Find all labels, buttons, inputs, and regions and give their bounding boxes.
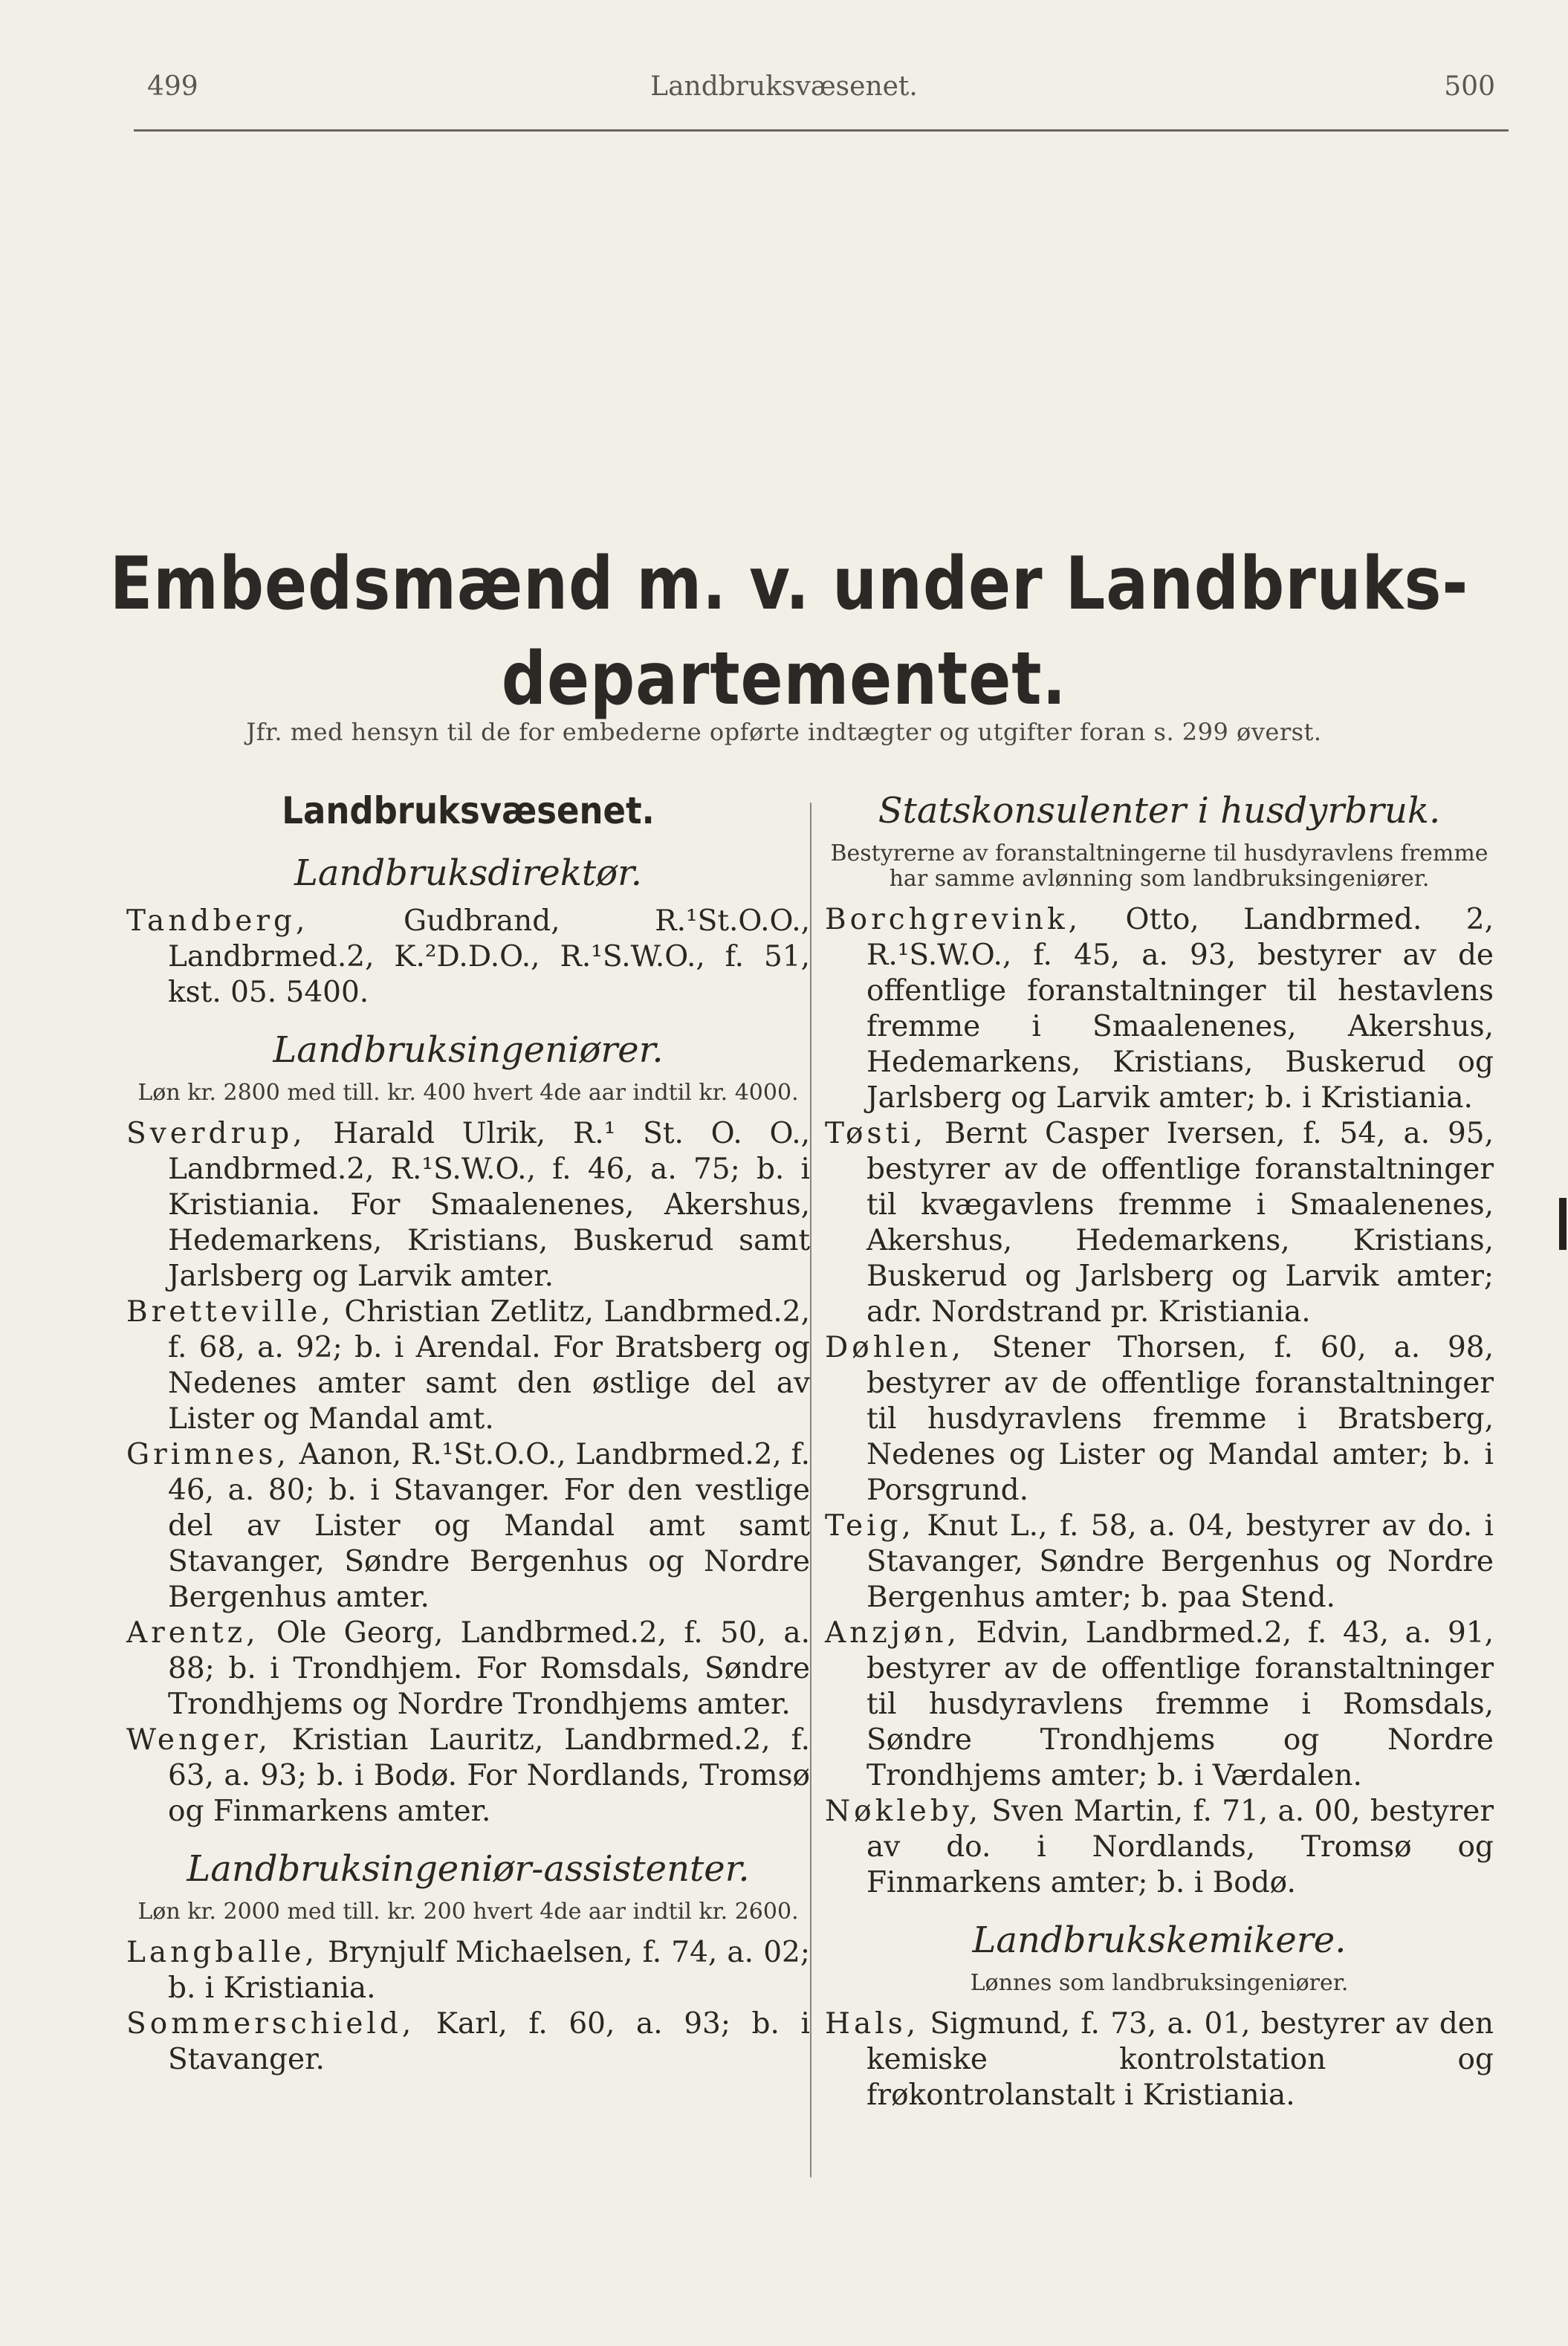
entry-name: Wenger,: [126, 1723, 271, 1757]
list-item: [126, 1723, 810, 1830]
entry-name: Anzjøn,: [825, 1616, 960, 1650]
entry-text: Harald Ulrik, R.¹ St. O. O., Landbrmed.2, R.¹S.W.O., f. 46, a. 75; b. i Kristiania. For Smaalenenes, Akershus, Hedemarkens, Kristians, Buskerud samt Jarlsberg og Larvik amter.: [168, 1117, 810, 1293]
list-item: [126, 904, 810, 1011]
page-number-right: 500: [1444, 71, 1495, 102]
entry-text: Brynjulf Michaelsen, f. 74, a. 02; b. i Kristiania.: [168, 1936, 810, 2005]
entry-name: Teig,: [825, 1509, 915, 1543]
title-line-2: departementet.: [501, 637, 1067, 722]
left-column: [126, 788, 810, 2078]
list-item: [825, 2006, 1494, 2113]
section-heading: Landbruksvæsenet.: [282, 789, 655, 832]
subheading-director: Landbruksdirektør.: [294, 852, 643, 894]
entry-name: Nøkleby,: [825, 1795, 982, 1828]
list-item: [825, 902, 1494, 1116]
entry-name: Bretteville,: [126, 1295, 334, 1329]
entry-name: Tøsti,: [825, 1117, 927, 1150]
page-title: [109, 537, 1469, 727]
entry-name: Sverdrup,: [126, 1117, 306, 1150]
list-item: [825, 1116, 1494, 1330]
chemists-list: [825, 2006, 1494, 2113]
subheading-chemists: Landbrukskemikere.: [972, 1919, 1347, 1961]
salary-note: Bestyrerne av foranstaltningerne til husdyravlens fremme har samme avlønning som landbruksingeniører.: [830, 840, 1488, 892]
list-item: [825, 1330, 1494, 1509]
salary-note: Løn kr. 2800 med till. kr. 400 hvert 4de aar indtil kr. 4000.: [137, 1080, 799, 1106]
consultants-list: [825, 902, 1494, 1901]
assistants-list: [126, 1935, 810, 2078]
entry-name: Hals,: [825, 2007, 920, 2041]
list-item: [825, 1794, 1494, 1901]
entry-name: Tandberg,: [126, 904, 309, 938]
salary-note: Løn kr. 2000 med till. kr. 200 hvert 4de aar indtil kr. 2600.: [137, 1899, 799, 1925]
entry-name: Borchgrevink,: [825, 903, 1082, 936]
subheading-engineers: Landbruksingeniører.: [273, 1029, 664, 1071]
list-item: [126, 1616, 810, 1723]
list-item: [126, 1935, 810, 2006]
title-line-1: Embedsmænd m. v. under Landbruks-: [109, 542, 1469, 626]
entry-name: Sommerschield,: [126, 2007, 415, 2041]
page-number-left: 499: [147, 71, 198, 102]
entry-text: Christian Zetlitz, Landbrmed.2, f. 68, a. 92; b. i Arendal. For Bratsberg og Nedenes amter samt den østlige del av Lister og Mandal amt.: [168, 1295, 810, 1436]
entry-text: Stener Thorsen, f. 60, a. 98, bestyrer av de offentlige foranstaltninger til husdyravlens fremme i Bratsberg, Nedenes og Lister og Mandal amter; b. i Porsgrund.: [866, 1331, 1494, 1507]
column-divider: [810, 803, 811, 2177]
entry-text: Kristian Lauritz, Landbrmed.2, f. 63, a. 93; b. i Bodø. For Nordlands, Tromsø og Finmarkens amter.: [168, 1723, 810, 1828]
header-rule: [134, 129, 1509, 132]
entry-text: Ole Georg, Landbrmed.2, f. 50, a. 88; b. i Trondhjem. For Romsdals, Søndre Trondhjems og Nordre Trondhjems amter.: [168, 1616, 810, 1721]
subheading-consultants: Statskonsulenter i husdyrbruk.: [878, 790, 1441, 832]
entry-text: Gudbrand, R.¹St.O.O., Landbrmed.2, K.²D.D.O., R.¹S.W.O., f. 51, kst. 05. 5400.: [168, 904, 810, 1009]
entry-text: Aanon, R.¹St.O.O., Landbrmed.2, f. 46, a. 80; b. i Stavanger. For den vestlige del av Lister og Mandal amt samt Stavanger, Søndre Bergenhus og Nordre Bergenhus amter.: [168, 1438, 810, 1614]
running-head: [0, 71, 1568, 116]
edge-mark: [1559, 1198, 1567, 1250]
subtitle: Jfr. med hensyn til de for embederne opførte indtægter og utgifter foran s. 299 øverst.: [246, 718, 1322, 746]
entry-text: Karl, f. 60, a. 93; b. i Stavanger.: [168, 2007, 810, 2076]
list-item: [825, 1616, 1494, 1794]
entry-text: Otto, Landbrmed. 2, R.¹S.W.O., f. 45, a. 93, bestyrer av de offentlige foranstaltninger til hestavlens fremme i Smaalenenes, Akershus, Hedemarkens, Kristians, Buskerud og Jarlsberg og Larvik amter; b. i Kristiania.: [866, 903, 1494, 1115]
list-item: [126, 1437, 810, 1616]
entry-name: Døhlen,: [825, 1331, 965, 1364]
list-item: [126, 2006, 810, 2078]
salary-note: Lønnes som landbruksingeniører.: [970, 1970, 1349, 1996]
entry-name: Langballe,: [126, 1936, 318, 1969]
list-item: [825, 1509, 1494, 1616]
engineers-list: [126, 1116, 810, 1830]
right-column: [825, 788, 1494, 2113]
entry-name: Arentz,: [126, 1616, 259, 1650]
entry-text: Bernt Casper Iversen, f. 54, a. 95, bestyrer av de offentlige foranstaltninger til kvægavlens fremme i Smaalenenes, Akershus, Hedemarkens, Kristians, Buskerud og Jarlsberg og Larvik amter; adr. Nordstrand pr. Kristiania.: [866, 1117, 1494, 1329]
entry-text: Edvin, Landbrmed.2, f. 43, a. 91, bestyrer av de offentlige foranstaltninger til husdyravlens fremme i Romsdals, Søndre Trondhjems og Nordre Trondhjems amter; b. i Værdalen.: [866, 1616, 1494, 1792]
subheading-assistants: Landbruksingeniør-assistenter.: [187, 1848, 750, 1890]
running-title: Landbruksvæsenet.: [650, 71, 918, 102]
entry-text: Sven Martin, f. 71, a. 00, bestyrer av do. i Nordlands, Tromsø og Finmarkens amter; b. i Bodø.: [866, 1795, 1494, 1899]
entry-text: Sigmund, f. 73, a. 01, bestyrer av den kemiske kontrolstation og frøkontrolanstalt i Kristiania.: [866, 2007, 1494, 2112]
entry-name: Grimnes,: [126, 1438, 290, 1471]
list-item: [126, 1116, 810, 1294]
entry-text: Knut L., f. 58, a. 04, bestyrer av do. i Stavanger, Søndre Bergenhus og Nordre Bergenhus amter; b. paa Stend.: [866, 1509, 1494, 1614]
list-item: [126, 1294, 810, 1437]
director-list: [126, 904, 810, 1011]
